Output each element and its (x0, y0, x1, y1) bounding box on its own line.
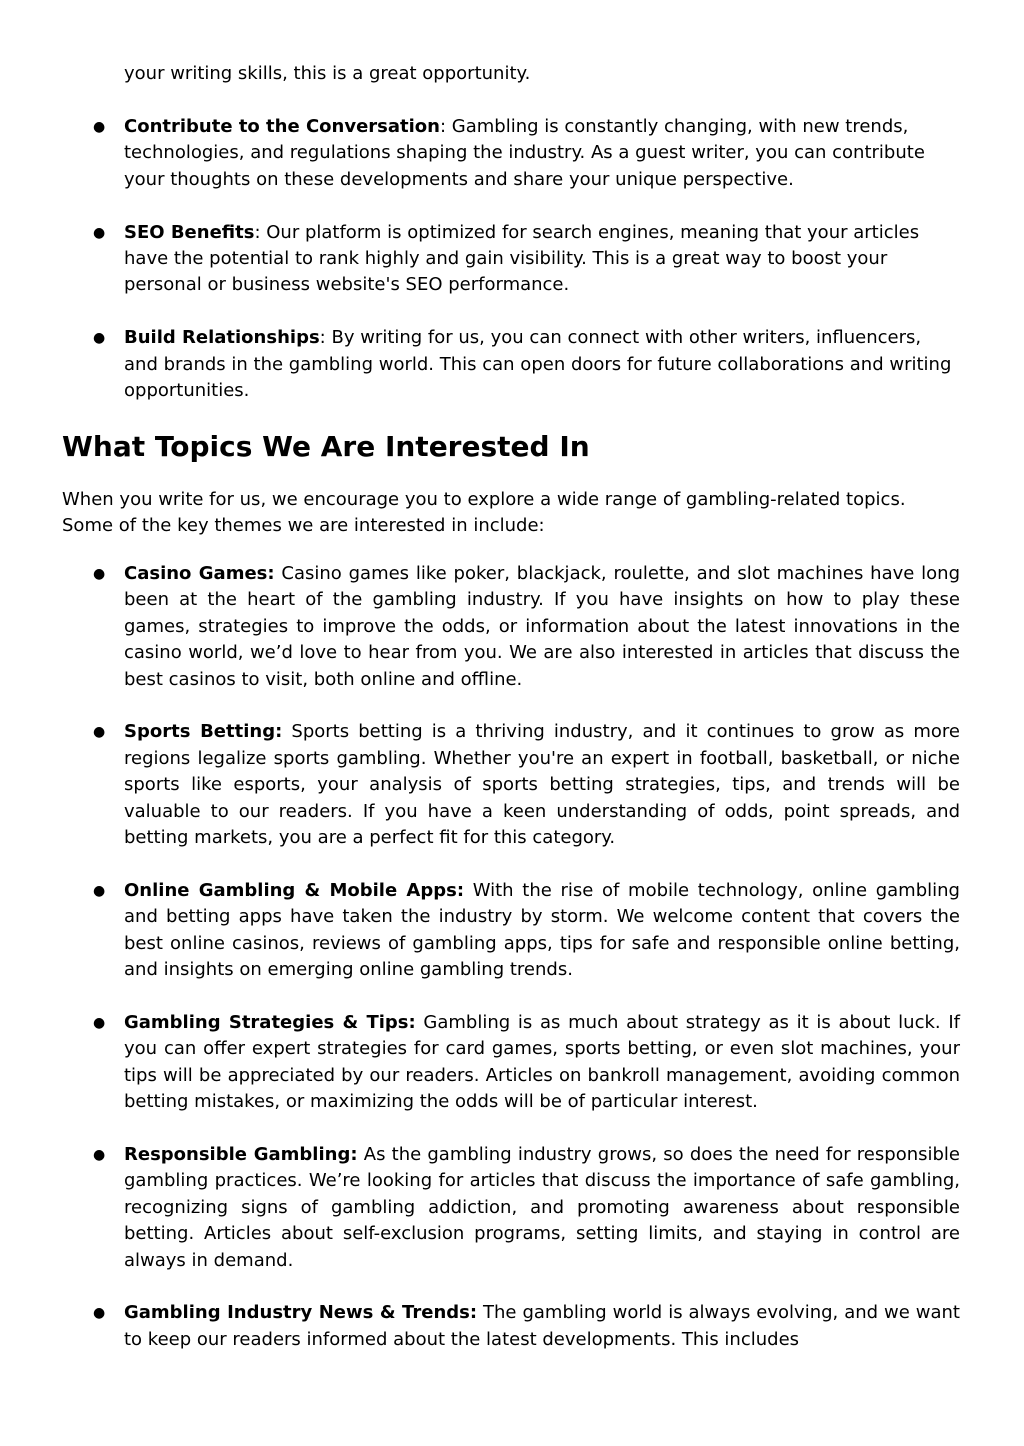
list-item (0, 561, 960, 693)
benefit-term: SEO Benefits (124, 221, 255, 243)
topic-term: Gambling Industry News & Trends: (124, 1302, 478, 1324)
section-intro: When you write for us, we encourage you to explore a wide range of gambling-related topics. Some of the key themes we are interested in include: (62, 489, 906, 537)
topic-term: Sports Betting: (124, 721, 283, 743)
list-item (0, 220, 960, 299)
topic-text: Casino games like poker, blackjack, roulette, and slot machines have long been at the heart of the gambling industry. If you have insights on how to play these games, strategies to improve the odds, or information about the latest innovations in the casino world, we’d love to hear from you. We are also interested in articles that discuss the best casinos to visit, both online and offline. (124, 563, 960, 690)
list-item (0, 1300, 960, 1353)
benefit-separator: : (439, 116, 452, 137)
topics-list (0, 561, 1024, 1380)
bullet-icon: ● (93, 1014, 106, 1031)
bullet-icon: ● (93, 724, 106, 741)
list-item (0, 114, 960, 193)
topic-term: Responsible Gambling: (124, 1143, 358, 1165)
bullet-icon: ● (93, 119, 106, 135)
benefit-separator: : (319, 327, 332, 349)
list-item (0, 719, 960, 851)
topic-text: As the gambling industry grows, so does the need for responsible gambling practices. We’re looking for articles that discuss the importance of safe gambling, recognizing signs of gambling addiction, and promoting awareness about responsible betting. Articles about self-exclusion programs, setting limits, and staying in control are always in demand. (124, 1143, 960, 1271)
bullet-icon: ● (93, 224, 106, 241)
topic-text: Gambling is as much about strategy as it is about luck. If you can offer expert strategies for card games, sports betting, or even slot machines, your tips will be appreciated by our readers. Articles on bankroll management, avoiding common betting mistakes, or maximizing the odds will be of particular interest. (124, 1011, 960, 1113)
topic-term: Online Gambling & Mobile Apps: (124, 879, 465, 901)
list-item (0, 1142, 960, 1274)
benefits-list (0, 114, 1024, 431)
bullet-icon: ● (93, 566, 106, 582)
list-item (0, 878, 960, 984)
bullet-icon: ● (93, 330, 106, 347)
benefit-text: Gambling is constantly changing, with new trends, technologies, and regulations shaping the industry. As a guest writer, you can contribute your thoughts on these developments and share your unique perspective. (124, 116, 925, 190)
benefit-separator: : (254, 221, 267, 243)
topic-text: With the rise of mobile technology, online gambling and betting apps have taken the industry by storm. We welcome content that covers the best online casinos, reviews of gambling apps, tips for safe and responsible online betting, and insights on emerging online gambling trends. (124, 879, 960, 981)
topic-text: The gambling world is always evolving, and we want to keep our readers informed about the latest developments. This includes (124, 1302, 960, 1350)
bullet-icon: ● (93, 1146, 106, 1163)
benefit-text: Our platform is optimized for search engines, meaning that your articles have the potential to rank highly and gain visibility. This is a great way to boost your personal or business website's SEO performance. (124, 221, 920, 296)
topic-term: Gambling Strategies & Tips: (124, 1011, 416, 1033)
benefit-term: Build Relationships (124, 327, 320, 349)
section-heading: What Topics We Are Interested In (62, 430, 590, 463)
bullet-icon: ● (93, 882, 106, 899)
topic-text: Sports betting is a thriving industry, and it continues to grow as more regions legalize sports gambling. Whether you're an expert in football, basketball, or niche sports like esports, your analysis of sports betting strategies, tips, and trends will be valuable to our readers. If you have a keen understanding of odds, point spreads, and betting markets, you are a perfect fit for this category. (124, 721, 960, 849)
topic-term: Casino Games: (124, 563, 275, 584)
bullet-icon: ● (93, 1305, 106, 1322)
list-item (0, 325, 960, 404)
continuation-text: your writing skills, this is a great opportunity. (124, 63, 531, 84)
benefit-term: Contribute to the Conversation (124, 116, 440, 137)
list-item (0, 1010, 960, 1116)
benefit-text: By writing for us, you can connect with other writers, influencers, and brands in the gambling world. This can open doors for future collaborations and writing opportunities. (124, 327, 952, 402)
